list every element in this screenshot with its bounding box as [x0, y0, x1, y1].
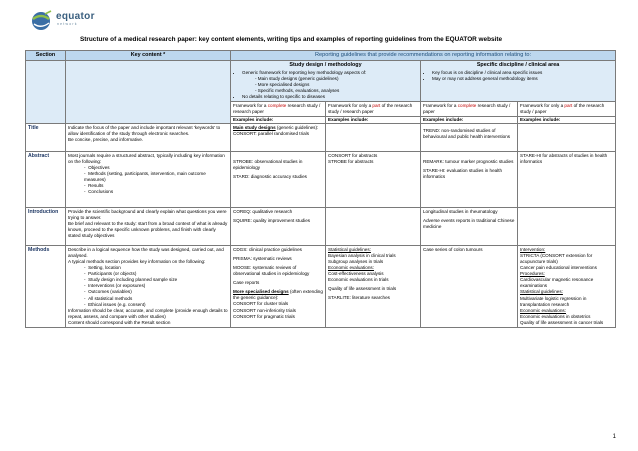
fw4-examples: Examples include: — [518, 116, 615, 123]
methods-item-2-text: Participants (or objects) — [88, 271, 137, 277]
guidelines-table — [25, 50, 616, 328]
methods-fw1-moose: MOOSE: systematic reviews of observational studies in epidemiology — [233, 265, 310, 277]
introduction-fw3-longitudinal: Longitudinal studies in rheumatology — [423, 209, 498, 214]
methods-item-3: - Study design including planned sample size — [84, 277, 178, 283]
methods-fw4-cancer-pain: Cancer pain educational interventions — [520, 265, 597, 271]
brand-tagline: network — [57, 22, 78, 26]
study-design-dash-3: - Specific methods, evaluations, analyses — [255, 87, 340, 93]
abstract-content — [66, 152, 231, 208]
methods-fw2 — [326, 246, 421, 328]
table-row-introduction — [26, 208, 616, 246]
fw3-pre: Framework for a — [423, 102, 458, 108]
study-design-header — [231, 61, 421, 101]
framework-col-1 — [231, 101, 326, 123]
methods-fw1-cluster: CONSORT for cluster trials — [233, 301, 289, 307]
introduction-fw3-adverse: Adverse events reports in traditional Chinese medicine — [423, 218, 515, 230]
abstract-item-4-text: Conclusions — [88, 189, 114, 195]
fw2-pre: Framework for only a — [328, 102, 373, 108]
methods-fw2-quality: Quality of life assessment in trials — [328, 286, 397, 292]
title-content — [66, 124, 231, 152]
discipline-header — [421, 61, 616, 101]
methods-fw1 — [231, 246, 326, 328]
equator-logo — [30, 10, 140, 32]
discipline-title: Specific discipline / clinical area — [476, 62, 560, 69]
methods-fw1-noninferiority: CONSORT non-inferiority trials — [233, 307, 296, 313]
methods-fw3-colon: Case series of colon tumours — [423, 247, 483, 252]
methods-item-1-text: Setting, location — [88, 265, 121, 271]
discipline-bullet-2: • May or may not address general methodology items — [432, 76, 613, 82]
abstract-content-1: Most journals require a structured abstract, typically including key information on the following: — [68, 153, 225, 165]
fw2-red: part — [372, 102, 381, 108]
title-content-2: Be concise, precise, and informative. — [68, 137, 144, 143]
methods-fw1-cdgs: CDGS: clinical practice guidelines — [233, 247, 302, 252]
row-label-introduction: Introduction — [26, 208, 66, 246]
study-design-dash-2: - More specialised designs — [255, 81, 310, 87]
methods-item-1: - Setting, location — [84, 265, 121, 271]
framework-col-4 — [518, 101, 616, 123]
methods-fw1-specialised-heading: More specialised designs — [233, 289, 289, 295]
methods-fw3 — [421, 246, 518, 328]
abstract-fw1-stard: STARD: diagnostic accuracy studies — [233, 174, 307, 180]
title-fw1-consort: CONSORT: parallel randomised trials — [233, 131, 309, 137]
study-design-bullet-2: • No details relating to specific to diseases — [242, 94, 418, 100]
methods-fw4-economic-heading: Economic evaluations: — [520, 307, 566, 313]
methods-fw2-bayesian: Bayesian analysis in clinical trials — [328, 253, 396, 259]
abstract-item-1: - Objectives — [84, 165, 110, 171]
study-design-dash-1: - Main study designs (generic guidelines) — [255, 75, 339, 81]
methods-fw2-statistical-heading: Statistical guidelines: — [328, 247, 371, 252]
methods-fw4 — [518, 246, 616, 328]
introduction-fw1 — [231, 208, 326, 246]
header-guidelines-strong: Reporting guidelines — [314, 52, 366, 58]
header-key-content: Key content * — [66, 51, 231, 61]
methods-item-5-text: Outcomes (variables) — [88, 289, 132, 295]
abstract-fw4-stare: STARE-HI for abstracts of studies in health informatics — [520, 153, 608, 165]
methods-fw4-statistical-heading: Statistical guidelines: — [520, 289, 563, 295]
fw3-post: research study / paper — [423, 102, 511, 114]
methods-fw2-economic-heading: Economic evaluations: — [328, 265, 374, 271]
row-label-methods: Methods — [26, 246, 66, 328]
abstract-fw3-stare: STARE-HI: evaluation studies in health informatics — [423, 168, 503, 180]
abstract-fw3 — [421, 152, 518, 208]
header-guidelines — [231, 51, 616, 61]
title-fw1-rest: (generic guidelines): — [275, 125, 319, 130]
methods-item-7-text: Ethical issues (e.g. consent) — [88, 301, 146, 307]
fw2-post: of the research study / research paper — [328, 102, 413, 114]
page-number: 1 — [612, 434, 616, 440]
title-fw1 — [231, 124, 326, 152]
fw3-red: complete — [457, 102, 477, 108]
introduction-content-1: Provide the scientific background and clearly explain what questions you were trying to answer. — [68, 209, 227, 221]
methods-item-7: - Ethical issues (e.g. consent) — [84, 301, 146, 307]
table-row-abstract — [26, 152, 616, 208]
globe-logo-icon — [30, 10, 54, 32]
methods-content — [66, 246, 231, 328]
title-fw1-heading: Main study designs — [233, 125, 276, 130]
methods-fw1-specialised — [233, 289, 323, 301]
introduction-content — [66, 208, 231, 246]
methods-fw2-subgroup: Subgroup analyses in trials — [328, 259, 384, 265]
abstract-item-4: - Conclusions — [84, 189, 114, 195]
abstract-fw2 — [326, 152, 421, 208]
framework-col-3 — [421, 101, 518, 123]
fw1-post: research study / research paper — [233, 102, 321, 114]
table-row-title — [26, 124, 616, 152]
fw4-red: part — [564, 102, 573, 108]
abstract-item-2: - Methods (setting, participants, intervention, main outcome measures) — [84, 171, 206, 183]
abstract-fw2-consort: CONSORT for abstracts — [328, 153, 378, 158]
methods-content-3: Information should be clear, accurate, and complete (provide enough details to repeat, assess, and compare with other studies) — [68, 307, 228, 319]
title-content-1: Indicate the focus of the paper and include important relevant 'keywords' to allow identification of the study through electronic searches. — [68, 125, 221, 137]
fw4-post: of the research study / paper — [520, 102, 605, 114]
methods-fw4-regression: Multivariate logistic regression in transplantation research — [520, 295, 587, 307]
fw3-examples: Examples include: — [421, 116, 517, 123]
methods-fw1-prisma: PRISMA: systematic reviews — [233, 256, 292, 262]
header-spacer-content — [66, 61, 231, 124]
fw1-pre: Framework for a — [233, 102, 268, 108]
table-row-methods — [26, 246, 616, 328]
methods-fw2-economic-trials: Economic evaluations in trials — [328, 277, 389, 283]
fw4-pre: Framework for only a — [520, 102, 565, 108]
methods-item-2: - Participants (or objects) — [84, 271, 137, 277]
methods-fw4-intervention-heading: Intervention: — [520, 247, 546, 252]
methods-fw4-quality: Quality of life assessment in cancer trials — [520, 319, 604, 325]
methods-fw4-stricta: STRICTA (CONSORT extension for acupuncture trials) — [520, 253, 593, 265]
methods-item-5: - Outcomes (variables) — [84, 289, 132, 295]
abstract-fw2-strobe: STROBE for abstracts — [328, 159, 374, 165]
abstract-item-3: - Results — [84, 183, 104, 189]
methods-fw2-starlite: STARLITE: literature searches — [328, 295, 390, 301]
methods-item-3-text: Study design including planned sample size — [88, 277, 178, 283]
abstract-fw1-strobe: STROBE: observational studies in epidemiology — [233, 159, 303, 171]
introduction-fw3 — [421, 208, 518, 246]
fw1-examples: Examples include: — [231, 116, 325, 123]
introduction-fw4 — [518, 208, 616, 246]
study-design-bullet-1: • Generic framework for reporting key methodology aspects of: — [242, 70, 418, 76]
methods-fw4-cardio: Cardiovascular magnetic resonance examinations — [520, 277, 594, 289]
methods-item-4-text: Interventions (or exposures) — [88, 283, 146, 289]
methods-fw1-case-reports: Case reports — [233, 280, 260, 286]
methods-item-4: - Interventions (or exposures) — [84, 283, 146, 289]
methods-content-1: Describe in a logical sequence how the study was designed, carried out, and analysed. — [68, 247, 224, 259]
discipline-bullet-1: • Key focus is on discipline / clinical area specific issues — [432, 70, 613, 76]
row-label-title: Title — [26, 124, 66, 152]
introduction-fw1-coreq: COREQ: qualitative research — [233, 209, 293, 214]
methods-content-4: Content should correspond with the Result section — [68, 319, 171, 325]
methods-fw4-obstetrics: Economic evaluations in obstetrics — [520, 313, 591, 319]
methods-item-6: - All statistical methods — [84, 295, 133, 301]
title-fw4 — [518, 124, 616, 152]
abstract-item-2-text: Methods (setting, participants, intervention, main outcome measures) — [84, 171, 206, 183]
methods-item-6-text: All statistical methods — [88, 295, 133, 301]
fw1-red: complete — [267, 102, 287, 108]
header-guidelines-rest: that provide recommendations on reporting information relating to: — [365, 52, 532, 58]
abstract-fw1 — [231, 152, 326, 208]
framework-col-2 — [326, 101, 421, 123]
study-design-title: Study design / methodology — [289, 62, 362, 69]
introduction-fw2 — [326, 208, 421, 246]
row-label-abstract: Abstract — [26, 152, 66, 208]
fw2-examples: Examples include: — [326, 116, 420, 123]
methods-fw4-procedures-heading: Procedures: — [520, 271, 545, 277]
abstract-item-1-text: Objectives — [88, 165, 110, 171]
introduction-content-2: Be brief and relevant to the study: start from a broad context of what is already known, proceed to the specific unknown problems, and finish with clearly stated study objectives — [68, 221, 228, 239]
title-fw3-trend: TREND: non-randomised studies of behavioural and public health interventions — [423, 128, 511, 140]
abstract-item-3-text: Results — [88, 183, 104, 189]
page-title: Structure of a medical research paper: key content elements, writing tips and examples of reporting guidelines from the EQUATOR website — [80, 36, 502, 43]
header-spacer-section — [26, 61, 66, 124]
abstract-fw4 — [518, 152, 616, 208]
abstract-fw3-remark: REMARK: tumour marker prognostic studies — [423, 159, 514, 164]
methods-fw1-specialised-rest: (often extending the generic guidance): — [233, 289, 323, 301]
introduction-fw1-squire: SQUIRE: quality improvement studies — [233, 218, 311, 224]
methods-fw2-cost: Cost-effectiveness analysis — [328, 271, 384, 277]
header-section: Section — [26, 51, 66, 61]
title-fw2 — [326, 124, 421, 152]
methods-content-2: A typical methods section provides key information on the following: — [68, 259, 206, 265]
title-fw3 — [421, 124, 518, 152]
brand-name: equator — [56, 11, 95, 22]
methods-fw1-pragmatic: CONSORT for pragmatic trials — [233, 313, 295, 319]
